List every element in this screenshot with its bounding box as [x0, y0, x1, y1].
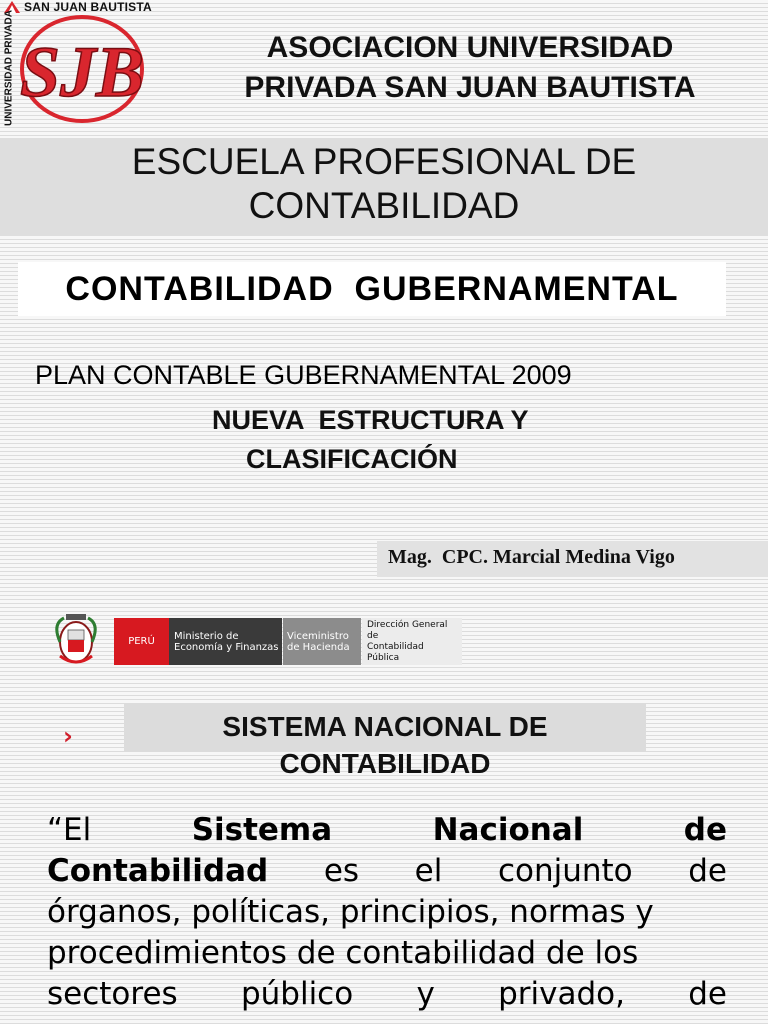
text-run: público — [240, 976, 354, 1012]
text-run: el — [414, 853, 443, 889]
text-run: de — [688, 853, 727, 889]
text-run: procedimientos de contabilidad de los — [47, 935, 639, 971]
text-run: “El — [47, 812, 92, 848]
text-run: órganos, políticas, principios, normas y — [47, 894, 654, 930]
school-title-line2: CONTABILIDAD — [248, 185, 520, 226]
mef-ministerio-line2: Economía y Finanzas — [174, 641, 279, 653]
mef-dir-line1: Dirección General — [367, 619, 448, 630]
logo-vertical-text: UNIVERSIDAD PRIVADA — [3, 10, 15, 126]
text-run-bold: Nacional — [432, 812, 584, 848]
text-run: de — [688, 976, 727, 1012]
author-name: Mag. CPC. Marcial Medina Vigo — [388, 546, 675, 568]
text-run-bold: Contabilidad — [47, 853, 269, 889]
definition-paragraph — [47, 810, 727, 1015]
institution-title — [170, 28, 768, 108]
plan-subtitle-line1: NUEVA ESTRUCTURA Y — [212, 405, 529, 435]
mef-peru-block: PERÚ — [114, 618, 169, 665]
mef-vice-line1: Viceministro — [287, 630, 349, 642]
school-title-line1: ESCUELA PROFESIONAL DE — [131, 141, 637, 182]
mef-dir-line4: Pública — [367, 652, 400, 663]
section-title-line2: CONTABILIDAD — [279, 748, 491, 779]
school-title — [0, 140, 768, 228]
university-logo — [18, 14, 146, 124]
institution-title-line2: PRIVADA SAN JUAN BAUTISTA — [244, 71, 696, 104]
text-run: sectores — [47, 976, 178, 1012]
mef-direccion-block — [362, 618, 462, 665]
logo-vertical-label — [1, 10, 17, 126]
paragraph-line — [47, 933, 727, 974]
paragraph-line — [47, 851, 727, 892]
text-run-bold: Sistema — [191, 812, 333, 848]
paragraph-line — [47, 892, 727, 933]
logo-monogram: SJB — [19, 32, 145, 112]
course-title: CONTABILIDAD GUBERNAMENTAL — [65, 269, 679, 308]
text-run: conjunto — [497, 853, 633, 889]
mef-dir-line3: Contabilidad — [367, 641, 424, 652]
bullet-chevron-icon: › — [63, 722, 73, 750]
mef-ministerio-line1: Ministerio de — [174, 630, 239, 642]
logo-top-text: SAN JUAN BAUTISTA — [24, 0, 152, 14]
plan-subtitle-line2: CLASIFICACIÓN — [246, 444, 458, 474]
text-run: es — [323, 853, 360, 889]
paragraph-line — [47, 810, 727, 851]
mef-dir-line2: de — [367, 630, 379, 641]
institution-title-line1: ASOCIACION UNIVERSIDAD — [266, 31, 674, 64]
mef-ministerio-block — [169, 618, 282, 665]
plan-title: PLAN CONTABLE GUBERNAMENTAL 2009 — [35, 360, 572, 390]
paragraph-line — [47, 974, 727, 1015]
section-title — [124, 708, 646, 782]
peru-coat-of-arms-icon — [50, 612, 102, 668]
logo-header — [4, 0, 152, 14]
text-run-bold: de — [683, 812, 727, 848]
text-run: y — [416, 976, 435, 1012]
mef-viceministro-block — [283, 618, 361, 665]
section-title-line1: SISTEMA NACIONAL DE — [222, 711, 548, 742]
text-run: privado, — [498, 976, 625, 1012]
mef-vice-line2: de Hacienda — [287, 641, 350, 653]
